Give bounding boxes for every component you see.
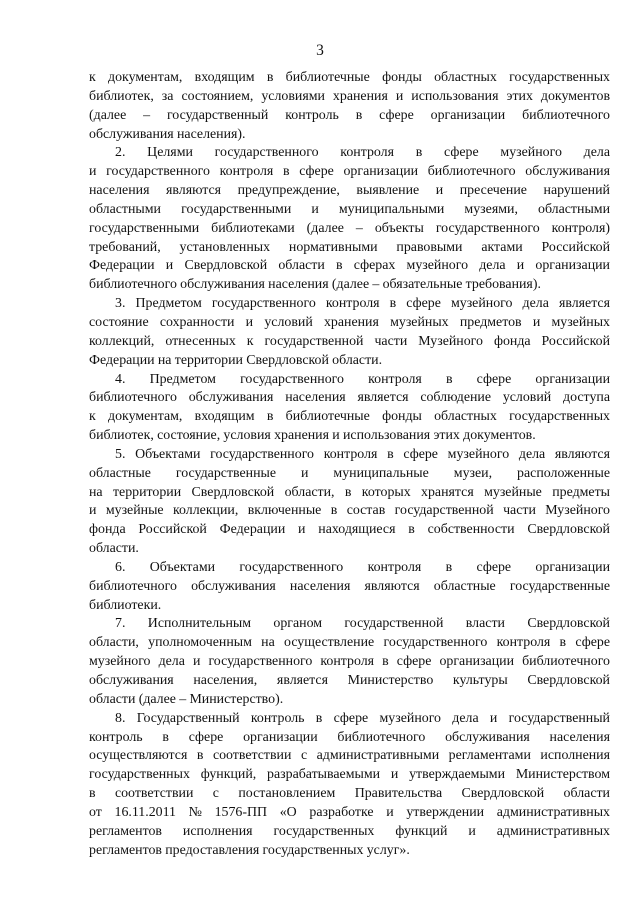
paragraph-line: на территории Свердловской области, в которых хранятся музейные предметы: [89, 484, 610, 500]
paragraph-line: Федерации и Свердловской области в сферах музейного дела и организации: [89, 258, 610, 274]
paragraph-line: фонда Российской Федерации и находящиеся в собственности Свердловской: [89, 522, 610, 538]
paragraph-line: областными государственными и муниципальными музеями, областными: [89, 201, 610, 217]
paragraph-line: 3. Предметом государственного контроля в сфере музейного дела является: [115, 296, 610, 312]
paragraph: [89, 446, 610, 559]
paragraph-line: к документам, входящим в библиотечные фонды областных государственных: [89, 70, 610, 85]
paragraph-line: областные государственные и муниципальные музеи, расположенные: [89, 465, 610, 481]
paragraph-line: населения являются предупреждение, выявление и пресечение нарушений: [89, 183, 610, 199]
paragraph-line: состояние сохранности и условий хранения музейных предметов и музейных: [89, 314, 610, 330]
paragraph-line: к документам, входящим в библиотечные фонды областных государственных: [89, 409, 610, 425]
paragraph: [89, 710, 610, 861]
paragraph: [89, 615, 610, 709]
paragraph-line: области, уполномоченным на осуществление государственного контроля в сфере: [89, 635, 610, 651]
paragraph-line: от 16.11.2011 № 1576-ПП «О разработке и утверждении административных: [89, 804, 610, 820]
paragraph: [89, 144, 610, 295]
paragraph-line: 6. Объектами государственного контроля в сфере организации: [115, 559, 610, 575]
paragraph-line: государственных функций, разрабатываемыми и утверждаемыми Министерством: [89, 767, 610, 783]
paragraph-line: области.: [89, 541, 139, 557]
paragraph: [89, 69, 610, 144]
document-body: [89, 69, 610, 860]
paragraph-line: библиотек, состояние, условия хранения и использования этих документов.: [89, 428, 536, 444]
paragraph-line: 2. Целями государственного контроля в сфере музейного дела: [115, 145, 610, 161]
paragraph-line: в соответствии с постановлением Правительства Свердловской области: [89, 786, 610, 802]
paragraph-line: обслуживания населения, является Министерство культуры Свердловской: [89, 673, 610, 688]
paragraph-line: обслуживания населения).: [89, 126, 246, 142]
paragraph-line: регламентов предоставления государственных услуг».: [89, 842, 410, 858]
paragraph-line: области (далее – Министерство).: [89, 691, 284, 707]
paragraph-line: коллекций, отнесенных к государственной части Музейного фонда Российской: [89, 333, 610, 349]
paragraph-line: Федерации на территории Свердловской области.: [89, 352, 383, 368]
paragraph: [89, 295, 610, 370]
paragraph-line: контроль в сфере организации библиотечного обслуживания населения: [89, 729, 610, 745]
paragraph-line: регламентов исполнения государственных функций и административных: [89, 823, 610, 839]
paragraph-line: библиотечного обслуживания населения является соблюдение условий доступа: [89, 390, 610, 406]
paragraph-line: библиотек, за состоянием, условиями хранения и использования этих документов: [89, 88, 610, 104]
paragraph-line: библиотечного обслуживания населения (далее – обязательные требования).: [89, 277, 541, 293]
paragraph: [89, 559, 610, 616]
paragraph-line: и государственного контроля в сфере организации библиотечного обслуживания: [89, 164, 610, 180]
page-number: 3: [316, 42, 324, 59]
paragraph-line: требований, установленных нормативными правовыми актами Российской: [89, 239, 610, 255]
paragraph-line: 8. Государственный контроль в сфере музейного дела и государственный: [115, 710, 610, 726]
paragraph-line: (далее – государственный контроль в сфере организации библиотечного: [89, 107, 610, 123]
paragraph-line: библиотеки.: [89, 597, 162, 613]
paragraph-line: библиотечного обслуживания населения являются областные государственные: [89, 578, 610, 594]
paragraph-line: государственными библиотеками (далее – объекты государственного контроля): [89, 220, 610, 236]
paragraph-line: музейного дела и государственного контроля в сфере организации библиотечного: [89, 654, 610, 670]
paragraph: [89, 371, 610, 446]
paragraph-line: 7. Исполнительным органом государственной власти Свердловской: [115, 616, 610, 632]
paragraph-line: и музейные коллекции, включенные в состав государственной части Музейного: [89, 503, 610, 519]
paragraph-line: 5. Объектами государственного контроля в сфере музейного дела являются: [115, 446, 610, 462]
paragraph-line: осуществляются в соответствии с административными регламентами исполнения: [89, 748, 610, 764]
paragraph-line: 4. Предметом государственного контроля в сфере организации: [115, 371, 610, 387]
